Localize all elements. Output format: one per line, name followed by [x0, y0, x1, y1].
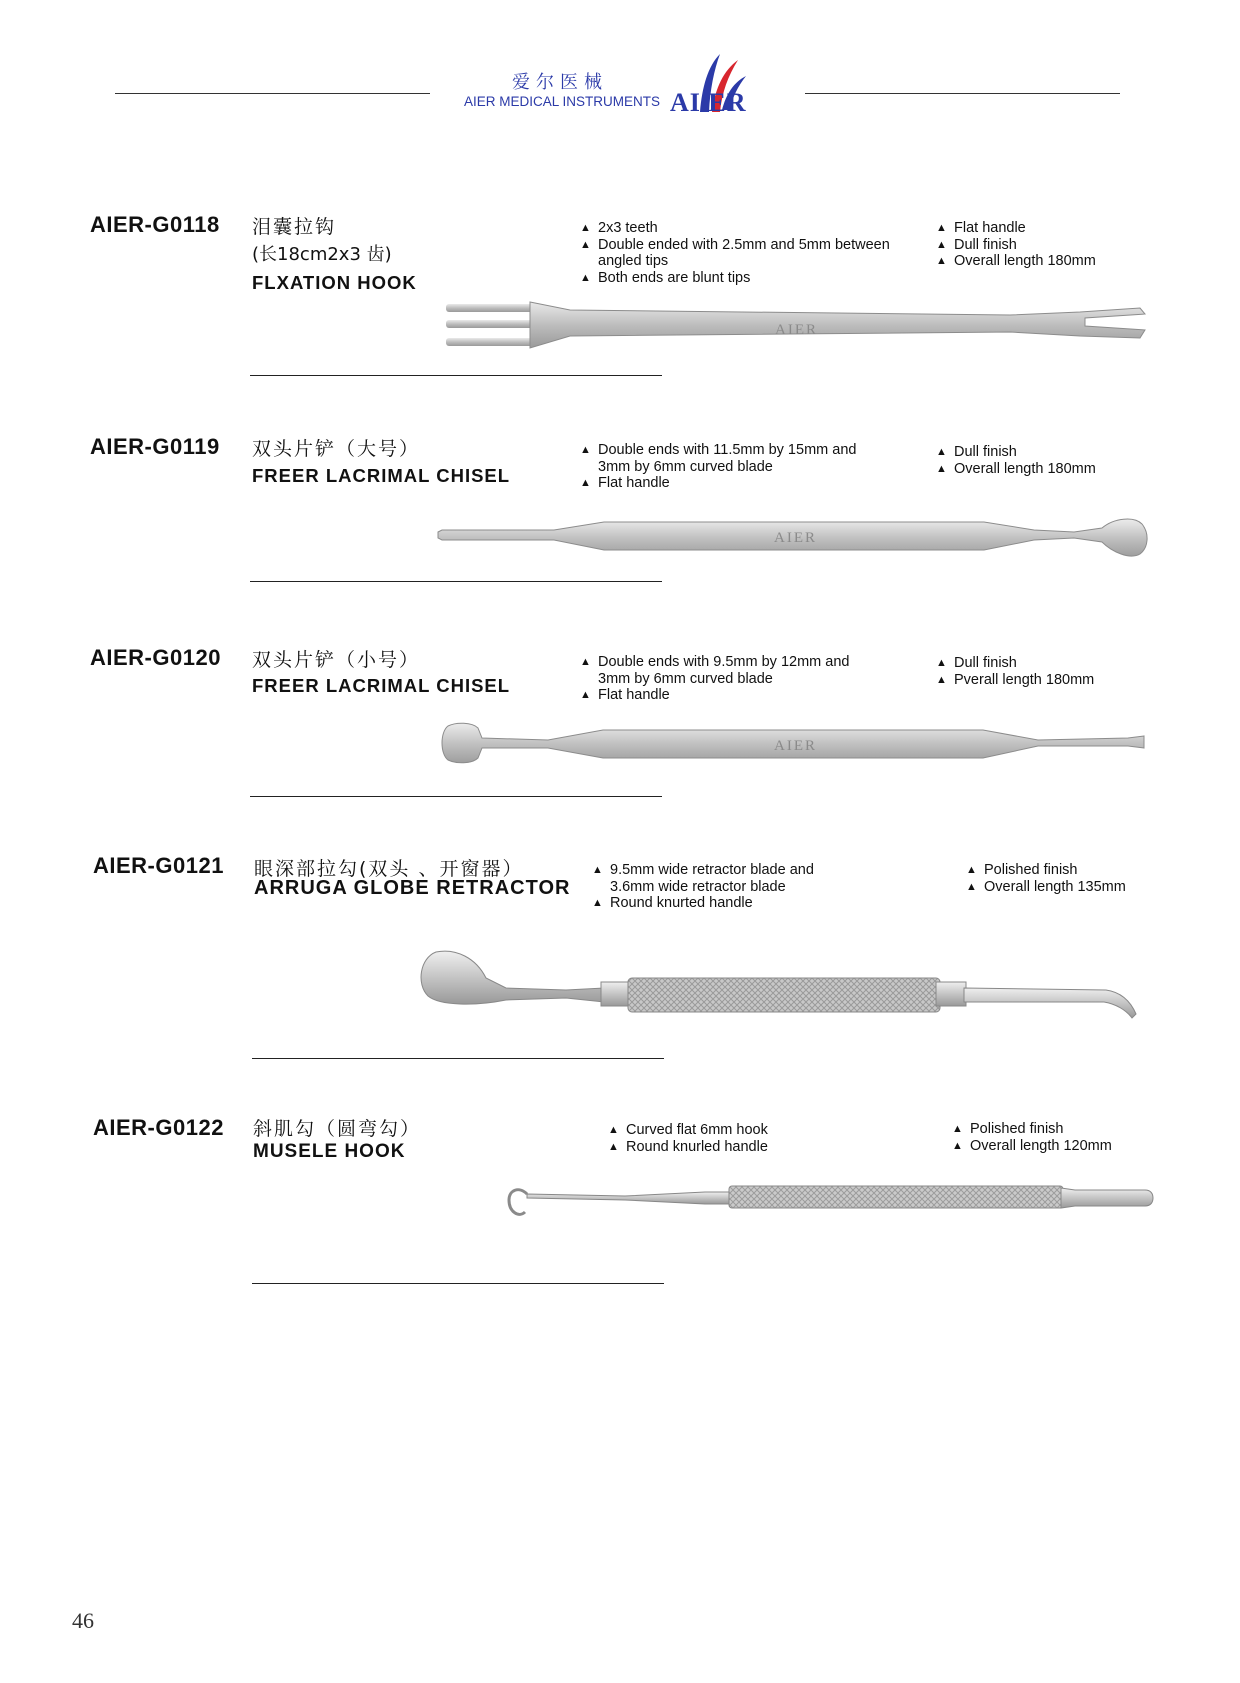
triangle-icon: ▲	[592, 897, 603, 909]
muscle-hook-image	[505, 1178, 1155, 1228]
product-name-cn: 斜肌勾（圆弯勾）	[253, 1118, 422, 1140]
triangle-icon: ▲	[966, 880, 977, 893]
triangle-icon: ▲	[936, 238, 947, 251]
triangle-icon: ▲	[608, 1124, 619, 1136]
feature-item: ▲ Flat handle	[580, 687, 670, 703]
triangle-icon: ▲	[580, 271, 591, 284]
section-rule	[250, 581, 662, 582]
triangle-icon: ▲	[580, 689, 591, 701]
feature-item: ▲ 9.5mm wide retractor blade and 3.6mm wide retractor blade	[592, 862, 814, 895]
triangle-icon: ▲	[580, 238, 591, 251]
product-name-en: MUSELE HOOK	[253, 1141, 406, 1162]
feature-item: ▲ Round knurted handle	[592, 895, 753, 911]
feature-list-left	[592, 862, 852, 912]
triangle-icon: ▲	[936, 657, 947, 669]
section-rule	[250, 375, 662, 376]
feature-list-left	[580, 654, 880, 704]
feature-item: ▲ Flat handle	[936, 220, 1026, 236]
feature-list-right	[936, 220, 1156, 270]
feature-item: ▲ Dull finish	[936, 236, 1017, 253]
feature-list-left	[580, 442, 890, 492]
feature-item: ▲ Flat handle	[580, 475, 670, 491]
header-rule-right	[805, 93, 1120, 94]
feature-item: ▲ Overall length 180mm	[936, 460, 1096, 477]
page-number: 46	[72, 1608, 94, 1633]
product-name-en: ARRUGA GLOBE RETRACTOR	[254, 877, 571, 899]
triangle-icon: ▲	[580, 656, 591, 668]
logo-wordmark: AI ER	[670, 88, 747, 117]
triangle-icon: ▲	[936, 446, 947, 458]
feature-item: ▲ Double ends with 11.5mm by 15mm and 3mm by 6mm curved blade	[580, 442, 857, 475]
engraving-text: AIER	[775, 322, 818, 338]
product-name-cn-sub: (长18cm2x3 齿)	[252, 244, 392, 265]
product-name-cn: 泪囊拉钩	[252, 216, 337, 238]
feature-list-right	[952, 1121, 1152, 1154]
triangle-icon: ▲	[608, 1140, 619, 1153]
product-name-cn: 双头片铲（大号）	[252, 438, 421, 460]
feature-item: ▲ Polished finish	[966, 862, 1078, 878]
feature-list-right	[936, 655, 1156, 688]
feature-item: ▲ Double ends with 9.5mm by 12mm and 3mm by 6mm curved blade	[580, 654, 850, 687]
section-rule	[252, 1058, 664, 1059]
product-code: AIER-G0120	[90, 645, 221, 670]
triangle-icon: ▲	[592, 864, 603, 876]
product-name-cn: 眼深部拉勾(双头 、开窗器）	[254, 858, 524, 880]
chisel-small-image	[438, 718, 1148, 768]
feature-item: ▲ Overall length 135mm	[966, 878, 1126, 895]
chisel-large-image	[434, 510, 1154, 560]
product-code: AIER-G0121	[93, 853, 224, 878]
feature-item: ▲ Pverall length 180mm	[936, 671, 1095, 688]
feature-item: ▲ 2x3 teeth	[580, 220, 658, 236]
product-code: AIER-G0118	[90, 212, 220, 237]
product-code: AIER-G0119	[90, 434, 220, 459]
triangle-icon: ▲	[580, 222, 591, 234]
triangle-icon: ▲	[952, 1139, 963, 1152]
feature-item: ▲ Overall length 180mm	[936, 253, 1096, 269]
triangle-icon: ▲	[936, 255, 947, 267]
feature-list-left	[608, 1122, 828, 1155]
product-name-en: FREER LACRIMAL CHISEL	[252, 675, 511, 696]
product-code: AIER-G0122	[93, 1115, 224, 1140]
product-name-cn: 双头片铲（小号）	[252, 649, 421, 671]
feature-item: ▲ Both ends are blunt tips	[580, 269, 751, 286]
feature-list-right	[936, 444, 1156, 477]
triangle-icon: ▲	[966, 864, 977, 876]
feature-item: ▲ Dull finish	[936, 655, 1017, 671]
feature-item: ▲ Overall length 120mm	[952, 1137, 1112, 1154]
triangle-icon: ▲	[936, 462, 947, 475]
feature-list-right	[966, 862, 1166, 895]
feature-item: ▲ Dull finish	[936, 444, 1017, 460]
brand-name-en: AIER MEDICAL INSTRUMENTS	[463, 94, 661, 109]
product-name-en: FLXATION HOOK	[252, 272, 417, 293]
triangle-icon: ▲	[580, 444, 591, 456]
triangle-icon: ▲	[936, 222, 947, 234]
section-rule	[252, 1283, 664, 1284]
feature-item: ▲ Curved flat 6mm hook	[608, 1122, 768, 1138]
feature-item: ▲ Polished finish	[952, 1121, 1064, 1137]
feature-list-left	[580, 220, 900, 286]
triangle-icon: ▲	[952, 1123, 963, 1135]
feature-item: ▲ Round knurled handle	[608, 1138, 768, 1155]
globe-retractor-image	[416, 948, 1148, 1026]
triangle-icon: ▲	[580, 477, 591, 489]
triangle-icon: ▲	[936, 673, 947, 686]
product-name-en: FREER LACRIMAL CHISEL	[252, 465, 511, 486]
brand-name-cn: 爱尔医械	[512, 72, 608, 93]
header-rule-left	[115, 93, 430, 94]
feature-item: ▲ Double ended with 2.5mm and 5mm between angled tips	[580, 236, 890, 269]
engraving-text: AIER	[774, 738, 817, 754]
fixation-hook-image	[440, 298, 1152, 356]
engraving-text: AIER	[774, 530, 817, 546]
section-rule	[250, 796, 662, 797]
